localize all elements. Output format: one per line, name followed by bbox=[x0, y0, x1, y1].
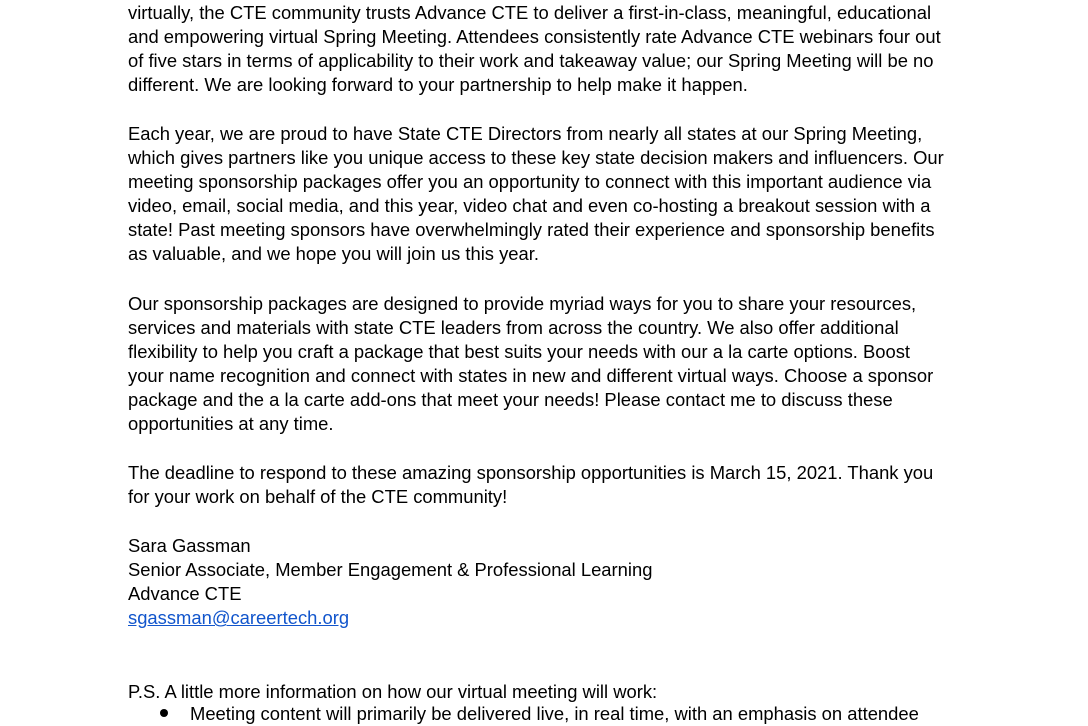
text-line: for your work on behalf of the CTE community! bbox=[128, 486, 508, 508]
text-line: different. We are looking forward to your partnership to help make it happen. bbox=[128, 74, 748, 96]
text-line: Each year, we are proud to have State CTE Directors from nearly all states at our Spring Meeting, bbox=[128, 123, 923, 144]
postscript-bullet-item bbox=[160, 702, 919, 726]
signature-block bbox=[128, 534, 652, 630]
text-line: opportunities at any time. bbox=[128, 413, 334, 435]
text-line: video, email, social media, and this year, video chat and even co-hosting a breakout session with a bbox=[128, 195, 931, 217]
text-line: Our sponsorship packages are designed to provide myriad ways for you to share your resources, bbox=[128, 293, 917, 314]
text-line: package and the a la carte add-ons that meet your needs! Please contact me to discuss these bbox=[128, 389, 893, 411]
text-line: meeting sponsorship packages offer you an opportunity to connect with this important audience via bbox=[128, 171, 932, 193]
signer-email-link[interactable]: sgassman@careertech.org bbox=[128, 607, 350, 629]
postscript-intro bbox=[128, 680, 657, 704]
text-line: which gives partners like you unique access to these key state decision makers and influencers. Our bbox=[128, 147, 944, 169]
paragraph-state-directors bbox=[128, 122, 944, 267]
text-line: virtually, the CTE community trusts Advance CTE to deliver a first-in-class, meaningful, educational bbox=[128, 2, 932, 23]
paragraph-sponsorship-packages bbox=[128, 292, 933, 437]
text-line: your name recognition and connect with states in new and different virtual ways. Choose a sponsor bbox=[128, 365, 934, 387]
text-line: flexibility to help you craft a package that best suits your needs with our a la carte options. Boost bbox=[128, 341, 911, 363]
text-line: as valuable, and we hope you will join us this year. bbox=[128, 243, 539, 265]
signer-title: Senior Associate, Member Engagement & Professional Learning bbox=[128, 559, 653, 581]
text-line: of five stars in terms of applicability to their work and takeaway value; our Spring Meeting will be no bbox=[128, 50, 934, 72]
text-line: services and materials with state CTE leaders from across the country. We also offer additional bbox=[128, 317, 899, 339]
text-line: and empowering virtual Spring Meeting. Attendees consistently rate Advance CTE webinars four out bbox=[128, 26, 941, 48]
paragraph-deadline bbox=[128, 461, 933, 509]
postscript-text: P.S. A little more information on how our virtual meeting will work: bbox=[128, 681, 658, 702]
bullet-text: Meeting content will primarily be delivered live, in real time, with an emphasis on attendee bbox=[190, 703, 919, 724]
text-line: The deadline to respond to these amazing sponsorship opportunities is March 15, 2021. Thank you bbox=[128, 462, 934, 483]
paragraph-virtual-meeting bbox=[128, 1, 941, 97]
signer-name: Sara Gassman bbox=[128, 535, 251, 556]
signer-organization: Advance CTE bbox=[128, 583, 242, 605]
bullet-icon bbox=[160, 709, 168, 717]
text-line: state! Past meeting sponsors have overwhelmingly rated their experience and sponsorship benefits bbox=[128, 219, 935, 241]
